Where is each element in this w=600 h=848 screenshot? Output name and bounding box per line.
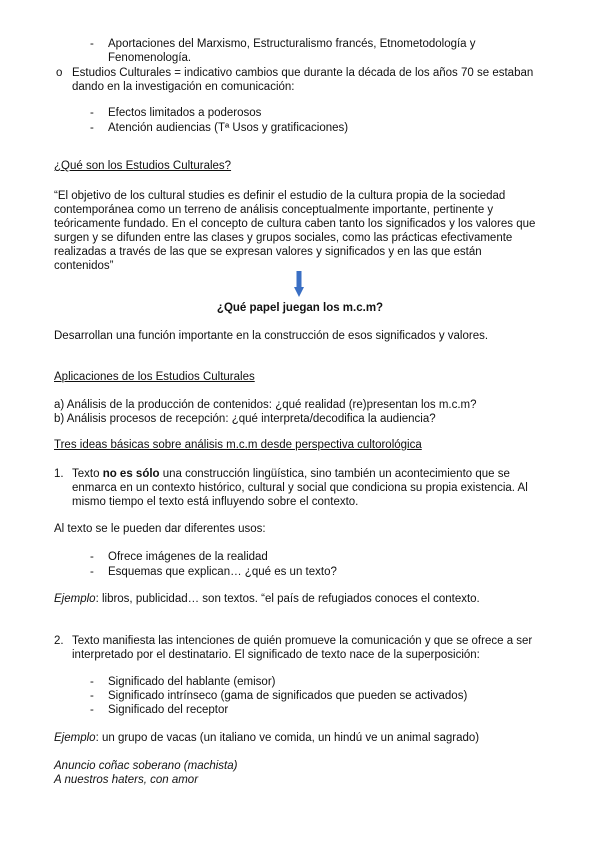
quote-line: contemporánea como un terreno de análisis conceptualmente importante, pertinente y (54, 204, 494, 216)
list-item: Significado del hablante (emisor) (108, 676, 276, 688)
list-item-cont: dando en la investigación en comunicación: (72, 81, 295, 93)
paragraph-line: enmarca en un contexto histórico, cultural y social que condiciona su propia existencia. Al (72, 482, 528, 494)
example-line: Ejemplo: libros, publicidad… son textos. “el país de refugiados conoces el contexto. (54, 593, 480, 605)
list-dash: - (90, 704, 94, 716)
quote-line: surgen y se difunden entre las clases y grupos sociales, como las prácticas efectivamente (54, 232, 513, 244)
list-dash: - (90, 551, 94, 563)
section-heading: ¿Qué son los Estudios Culturales? (54, 160, 232, 172)
list-item: Atención audiencias (Tª Usos y gratificaciones) (108, 122, 349, 134)
section-heading: Tres ideas básicas sobre análisis m.c.m desde perspectiva cultorológica (54, 439, 422, 451)
list-item: a) Análisis de la producción de contenidos: ¿qué realidad (re)presentan los m.c.m? (54, 399, 477, 411)
quote-line: realizadas a través de las que se expresan valores y significados y en las que están (54, 246, 482, 258)
paragraph-line: mismo tiempo el texto está influyendo sobre el contexto. (72, 496, 359, 508)
list-item: Efectos limitados a poderosos (108, 107, 262, 119)
bold-text: no es sólo (102, 468, 160, 480)
closing-line: A nuestros haters, con amor (54, 774, 199, 786)
paragraph-line: Texto no es sólo una construcción lingüística, sino también un acontecimiento que se (72, 468, 510, 480)
list-item: Significado intrínseco (gama de significados que pueden se activados) (108, 690, 468, 702)
down-arrow-icon (294, 271, 304, 297)
paragraph-line: interpretado por el destinatario. El significado de texto nace de la superposición: (72, 649, 480, 661)
list-dash: - (90, 122, 94, 134)
list-dash: - (90, 38, 94, 50)
example-line: Ejemplo: un grupo de vacas (un italiano ve comida, un hindú ve un animal sagrado) (54, 732, 480, 744)
quote-line: teóricamente fundado. En el concepto de cultura caben tanto los significados y los valores que (54, 218, 536, 230)
list-item: Significado del receptor (108, 704, 229, 716)
quote-line: “El objetivo de los cultural studies es definir el estudio de la cultura propia de la sociedad (54, 190, 506, 202)
list-item: Aportaciones del Marxismo, Estructuralismo francés, Etnometodología y (108, 38, 476, 50)
list-number: 2. (54, 635, 64, 647)
quote-line: contenidos” (54, 260, 114, 272)
list-dash: - (90, 107, 94, 119)
question-heading: ¿Qué papel juegan los m.c.m? (216, 302, 384, 314)
list-item: b) Análisis procesos de recepción: ¿qué interpreta/decodifica la audiencia? (54, 413, 436, 425)
list-item: Esquemas que explican… ¿qué es un texto? (108, 566, 337, 578)
answer-text: Desarrollan una función importante en la construcción de esos significados y valores. (54, 330, 489, 342)
section-heading: Aplicaciones de los Estudios Culturales (54, 371, 255, 383)
closing-line: Anuncio coñac soberano (machista) (54, 760, 238, 772)
paragraph: Al texto se le pueden dar diferentes usos: (54, 523, 266, 535)
list-dash: - (90, 566, 94, 578)
list-dash: - (90, 690, 94, 702)
list-item-cont: Fenomenología. (108, 52, 192, 64)
paragraph-line: Texto manifiesta las intenciones de quién promueve la comunicación y que se ofrece a ser (72, 635, 533, 647)
bullet-o: o (56, 67, 63, 79)
list-number: 1. (54, 468, 64, 480)
list-item: Estudios Culturales = indicativo cambios que durante la década de los años 70 se estaban (72, 67, 534, 79)
list-dash: - (90, 676, 94, 688)
list-item: Ofrece imágenes de la realidad (108, 551, 268, 563)
